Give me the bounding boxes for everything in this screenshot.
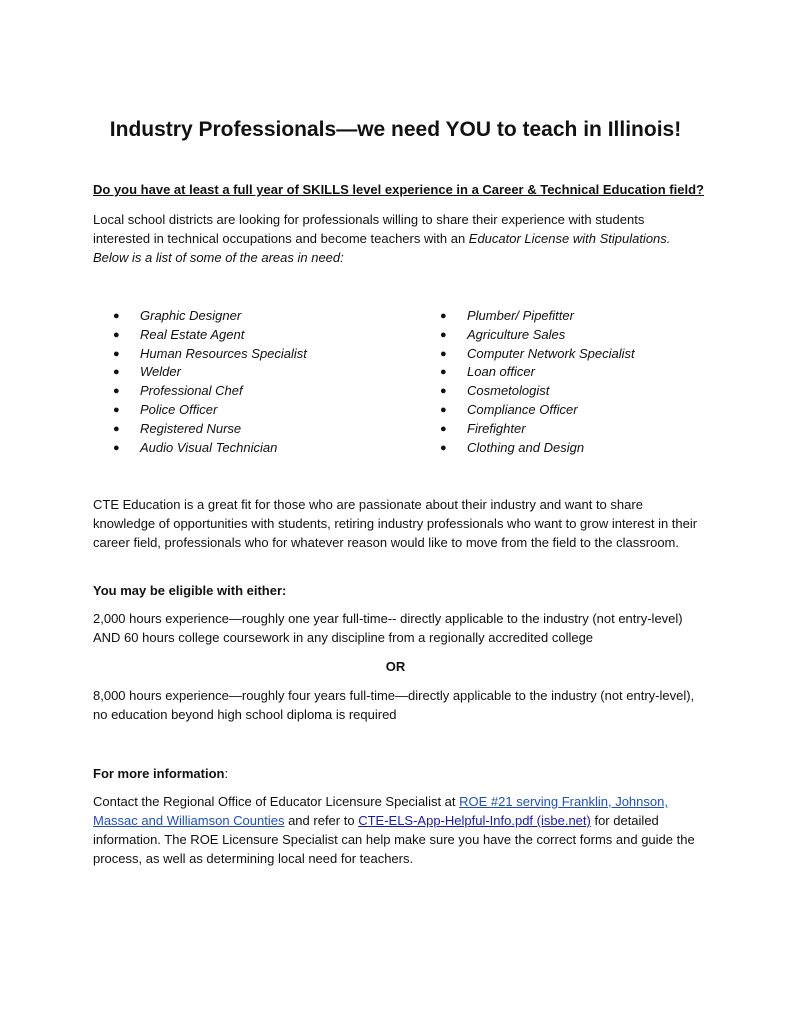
bullet-icon: ● — [113, 366, 120, 379]
bullet-icon: ● — [113, 403, 120, 416]
bullet-icon: ● — [440, 310, 447, 322]
more-info-label: For more information — [93, 766, 225, 781]
list-item — [440, 363, 635, 382]
list-item-label: Clothing and Design — [467, 439, 585, 455]
or-divider: OR — [385, 659, 406, 674]
list-item-label: Human Resources Specialist — [140, 345, 307, 361]
list-item-label: Registered Nurse — [140, 420, 242, 436]
bullet-icon: ● — [113, 328, 120, 341]
list-item — [113, 382, 307, 401]
bullet-icon: ● — [113, 441, 120, 454]
contact-middle: and refer to — [284, 813, 359, 828]
list-item — [113, 345, 307, 364]
list-item — [440, 439, 635, 458]
eligibility-heading: You may be eligible with either: — [93, 583, 287, 598]
list-item — [113, 326, 307, 345]
bullet-icon: ● — [440, 347, 447, 360]
areas-list-right — [440, 307, 635, 457]
contact-paragraph — [93, 792, 708, 868]
list-item-label: Firefighter — [467, 420, 526, 436]
bullet-icon: ● — [113, 422, 120, 435]
helpful-info-pdf-link[interactable]: CTE-ELS-App-Helpful-Info.pdf (isbe.net) — [358, 813, 591, 828]
areas-list-left — [113, 307, 307, 457]
bullet-icon: ● — [113, 385, 120, 398]
option-one-paragraph: 2,000 hours experience—roughly one year full-time-- directly applicable to the industry (not entry-level) AND 60 hours college coursework in any discipline from a regionally accredited college — [93, 611, 683, 645]
cte-paragraph: CTE Education is a great fit for those who are passionate about their industry and want to share knowledge of opportunities with students, retiring industry professionals who want to grow interest in their career field, professionals who for whatever reason would like to move from the field to the classroom. — [93, 497, 698, 550]
intro-italic-tail: Below is a list of some of the areas in need: — [93, 250, 344, 265]
list-item-label: Cosmetologist — [467, 383, 550, 399]
bullet-icon: ● — [440, 366, 447, 379]
more-info-heading — [93, 764, 703, 783]
list-item — [440, 401, 635, 420]
list-item — [440, 345, 635, 364]
contact-prefix: Contact the Regional Office of Educator Licensure Specialist at — [93, 794, 460, 809]
bullet-icon: ● — [440, 385, 447, 398]
list-item — [113, 439, 307, 458]
bullet-icon: ● — [113, 310, 120, 322]
page-title: Industry Professionals—we need YOU to teach in Illinois! — [109, 118, 682, 141]
list-item-label: Real Estate Agent — [140, 326, 245, 342]
contact-suffix: for detailed information. The ROE Licensure Specialist can help make sure you have the correct forms and guide the process, as well as determining local need for teachers. — [93, 813, 695, 866]
list-item-label: Plumber/ Pipefitter — [467, 308, 574, 323]
list-item — [113, 363, 307, 382]
intro-italic-term: Educator License with Stipulations. — [468, 231, 671, 246]
list-item-label: Loan officer — [467, 364, 535, 380]
option-two-paragraph: 8,000 hours experience—roughly four years full-time—directly applicable to the industry (not entry-level), no education beyond high school diploma is required — [93, 688, 695, 722]
list-item — [440, 307, 635, 326]
list-item — [440, 420, 635, 439]
list-item — [113, 401, 307, 420]
list-item-label: Compliance Officer — [467, 401, 578, 417]
list-item-label: Graphic Designer — [140, 308, 242, 323]
list-item-label: Welder — [140, 364, 181, 380]
intro-paragraph — [93, 210, 703, 267]
list-item-label: Professional Chef — [140, 383, 243, 399]
list-item — [113, 307, 307, 326]
roe-link[interactable]: ROE #21 serving Franklin, Johnson, Massac and Williamson Counties — [93, 794, 668, 828]
bullet-icon: ● — [440, 328, 447, 341]
list-item-label: Agriculture Sales — [467, 326, 566, 342]
list-item-label: Audio Visual Technician — [140, 439, 278, 455]
subheading: Do you have at least a full year of SKILLS level experience in a Career & Technical Education field? — [93, 182, 704, 197]
list-item — [440, 382, 635, 401]
list-item — [113, 420, 307, 439]
list-item-label: Computer Network Specialist — [467, 345, 635, 361]
list-item — [440, 326, 635, 345]
bullet-icon: ● — [440, 403, 447, 416]
bullet-icon: ● — [440, 441, 447, 454]
bullet-icon: ● — [113, 347, 120, 360]
list-item-label: Police Officer — [140, 401, 218, 417]
more-info-colon: : — [224, 766, 229, 781]
bullet-icon: ● — [440, 422, 447, 435]
intro-text: Local school districts are looking for professionals willing to share their experience with students interested in technical occupations and become teachers with an — [93, 212, 645, 246]
